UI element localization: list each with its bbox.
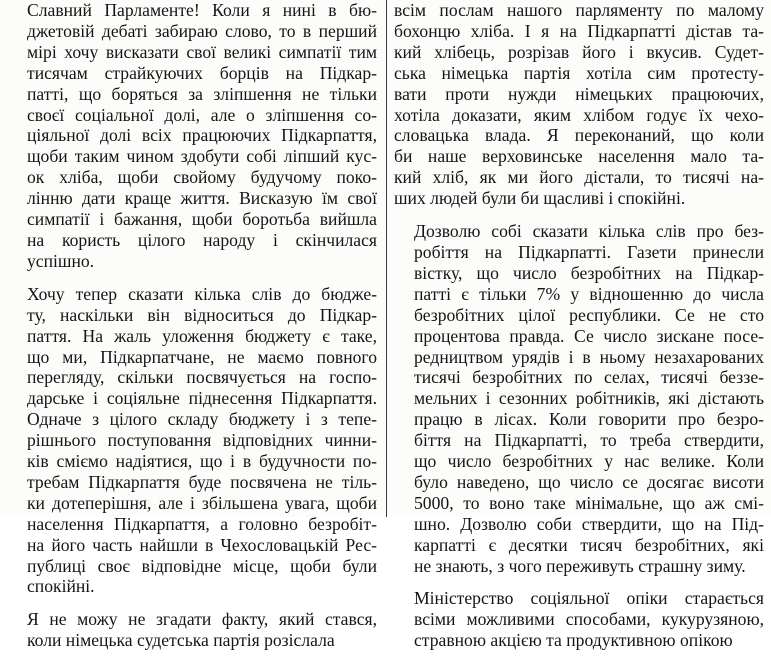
text-line: бохонцю хліба. І я на Підкарпатті дістав та- [394,20,764,41]
left-column [7,0,377,663]
text-line: шно. Дозволю соби ствердити, що на Під- [414,513,764,534]
text-line: симпатії і бажання, щоби боротьба вийшла [27,209,377,230]
text-line: населення Підкарпаття, а головно безробіт- [27,513,377,534]
text-line: на його часть найшли в Чехословацькій Рес- [27,534,377,555]
text-line: процентова правда. Се число зискане посе- [414,325,764,346]
text-line: коли німецька судетська партія розіслала [27,630,335,651]
text-line: кий хліб, як ми його дістали, то тисячі на- [394,167,764,188]
text-line: що ми, Підкарпатчане, не маємо повного [27,346,377,367]
text-line: всім послам нашого парляменту по малому [394,0,764,20]
text-line: всіми можливими способами, кукурузяною, [414,609,764,630]
text-line: щоби таким чином здобути собі ліпший кус- [27,146,377,167]
text-line: Одначе з цілого складу бюджету і з тепе- [27,409,377,430]
text-line: би наше верховинське населення мало та- [394,146,764,167]
text-line: біття на Підкарпатті, то треба ствердити, [414,430,764,451]
text-line: патті, що боряться за зліпшення не тільки [27,83,377,104]
text-line: ту, наскільки він відноситься до Підкар- [27,304,377,325]
text-line: редництвом урядів і в ньому незахарованих [414,346,764,367]
text-line: Дозволю собі сказати кілька слів про без- [414,221,764,242]
paragraph [7,284,377,598]
text-line: ціяльної долі всіх працюючих Підкарпаття, [27,125,377,146]
text-line: спокійні. [27,576,95,597]
text-line: тисячі безробітних по селах, тисячі беззе- [414,367,764,388]
text-line: требам Підкарпаття буде посвячена не тіль- [27,471,377,492]
text-line: стравною акцією та продуктивною опікою [414,630,733,651]
text-line: лінню дати краще життя. Висказую їм свої [27,188,377,209]
text-line: ки дотеперішня, але і збільшена увага, щоби [27,492,377,513]
text-line: рішнього поступовання відповідних чинни- [27,430,377,451]
paragraph [7,609,377,651]
text-line: ська німецька партія хотіла сим протесту- [394,62,764,83]
text-line: перегляду, скільки посвячується на госпо- [27,367,377,388]
text-line: 5000, то воно таке мінімальне, що аж смі- [414,492,764,513]
text-line: успішно. [27,250,95,271]
text-line: паття. На жаль уложення бюджету є таке, [27,325,377,346]
text-line: Міністерство соціяльної опіки старається [414,588,764,609]
text-line: ок хліба, щоби свойому будучому поко- [27,167,377,188]
text-line: карпатті є десятки тисяч безробітних, які [414,534,764,555]
right-column [394,0,764,663]
text-line: було наведено, що число се досягає висоти [414,471,764,492]
text-line: ків сміємо надіятися, що і в будучности по- [27,451,377,472]
text-line: ших людей були би щасливі і спокійні. [394,188,686,209]
text-line: працю в лісах. Коли говорити про безро- [414,409,764,430]
text-line: що число безробітних у нас велике. Коли [414,451,764,472]
text-line: тисячам страйкуючих борців на Підкар- [27,62,377,83]
paragraph [394,221,764,576]
text-line: вати проти нужди німецьких працюючих, [394,83,764,104]
text-line: робіття на Підкарпатті. Газети принесли [414,241,764,262]
text-line: Я не можу не згадати факту, який стався, [27,609,377,630]
text-line: публиці своє відповідне місце, щоби були [27,555,377,576]
text-line: Славний Парламенте! Коли я нині в бю- [27,0,377,20]
text-line: безробітних цілої республики. Се не сто [414,304,764,325]
text-line: джетовій дебаті забираю слово, то в перший [27,20,377,41]
text-line: своєї соціальної долі, але о зліпшення со- [27,104,377,125]
column-divider [386,0,387,517]
text-line: хотіла доказати, яким хлібом годує їх чехо- [394,104,764,125]
text-line: мірі хочу висказати свої великі симпатії тим [27,41,377,62]
text-line: Хочу тепер сказати кілька слів до бюдже- [27,283,377,304]
text-line: кий хлібець, розрізав його і вкусив. Судет- [394,41,764,62]
text-line: вістку, що число безробітних на Підкар- [414,262,764,283]
paragraph [394,0,764,209]
paragraph [7,0,377,272]
text-line: патті є тільки 7% у відношенню до числа [414,283,764,304]
text-line: мельних і сезонних робітників, які дістають [414,388,764,409]
paragraph [394,588,764,651]
text-line: словацька влада. Я переконаний, що коли [394,125,764,146]
text-line: не знають, з чого переживуть страшну зиму. [414,555,746,576]
text-line: дарське і соціяльне піднесення Підкарпаття. [27,388,377,409]
text-line: на користь цілого народу і скінчилася [27,229,377,250]
